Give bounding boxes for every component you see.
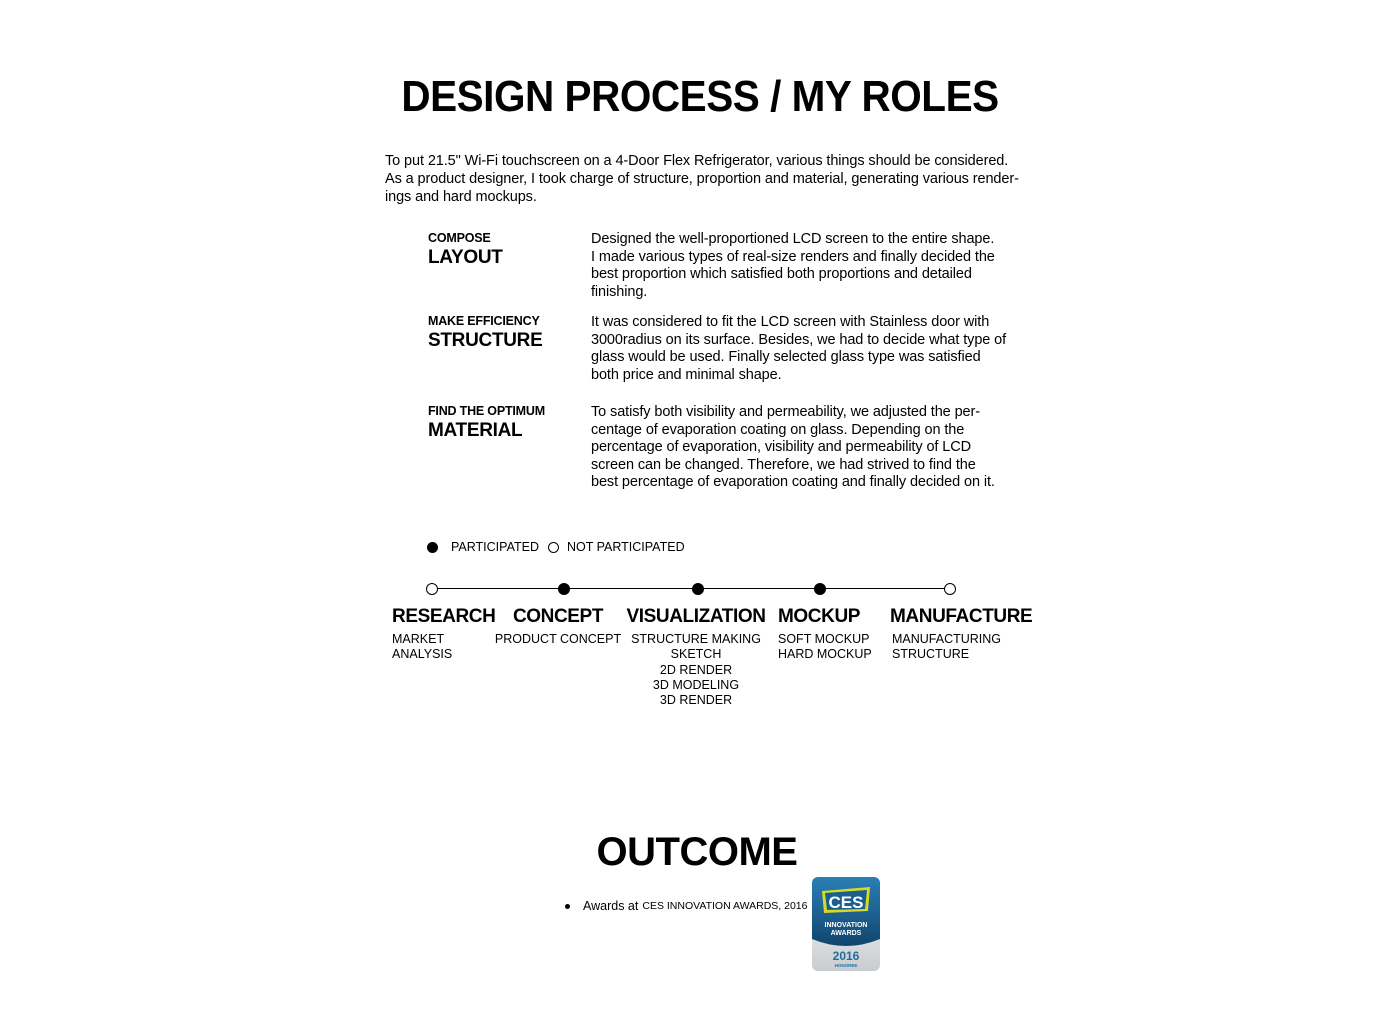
description-line: best proportion which satisfied both proportions and detailed: [591, 266, 972, 283]
phase-item: SKETCH: [670, 647, 722, 662]
description-line: both price and minimal shape.: [591, 366, 782, 383]
role-title: MATERIAL: [428, 420, 523, 441]
phase-item: STRUCTURE: [892, 647, 970, 662]
role-kicker: FIND THE OPTIMUM: [428, 404, 545, 418]
role-kicker: MAKE EFFICIENCY: [428, 314, 540, 328]
description-line: screen can be changed. Therefore, we had strived to find the: [591, 456, 976, 473]
phase-item: MARKET: [392, 632, 445, 646]
legend-not-participated-label: NOT PARTICIPATED: [566, 540, 685, 554]
description-line: glass would be used. Finally selected glass type was satisfied: [591, 349, 981, 366]
role-description: [591, 231, 1021, 301]
phase-item: 3D MODELING: [652, 677, 740, 692]
award-list-item: [565, 899, 807, 913]
description-line: It was considered to fit the LCD screen with Stainless door with: [591, 314, 990, 330]
intro-line: To put 21.5" Wi-Fi touchscreen on a 4-Door Flex Refrigerator, various things should be considered.: [385, 153, 1009, 169]
phase-item: MANUFACTURING: [892, 632, 1002, 646]
phase-items: [890, 632, 1032, 663]
phase-item: PRODUCT CONCEPT: [494, 632, 622, 646]
phase-item: SOFT MOCKUP: [778, 632, 870, 646]
intro-paragraph: [385, 152, 1045, 206]
timeline-line: [432, 588, 950, 589]
role-title: STRUCTURE: [428, 330, 543, 351]
filled-circle-icon: [427, 542, 438, 553]
phase-items: [626, 632, 765, 708]
ces-award-badge: [812, 877, 880, 971]
role-description: [591, 314, 1021, 384]
role-kicker: COMPOSE: [428, 231, 491, 245]
phase-items: [392, 632, 495, 663]
description-line: best percentage of evaporation coating and finally decided on it.: [591, 474, 995, 491]
phase-name: MOCKUP: [778, 606, 861, 627]
role-title: LAYOUT: [428, 247, 503, 268]
phase-name: RESEARCH: [392, 606, 496, 627]
badge-line2: AWARDS: [830, 930, 862, 937]
phase-research: [392, 606, 495, 663]
timeline-node-mockup: [814, 583, 826, 595]
phase-item: 3D RENDER: [659, 693, 733, 708]
description-line: Designed the well-proportioned LCD screen to the entire shape.: [591, 231, 995, 247]
award-prefix: Awards at: [583, 899, 639, 913]
role-description: [591, 404, 1021, 492]
badge-honoree: HONOREE: [834, 963, 858, 968]
phase-concept: [495, 606, 621, 647]
phase-item: STRUCTURE MAKING: [631, 632, 761, 646]
legend-participated-label: PARTICIPATED: [451, 540, 539, 554]
description-line: finishing.: [591, 283, 648, 300]
timeline-node-concept: [558, 583, 570, 595]
phase-item: ANALYSIS: [392, 647, 453, 662]
phase-mockup: [778, 606, 872, 663]
description-line: I made various types of real-size renders and finally decided the: [591, 248, 995, 265]
intro-line: ings and hard mockups.: [385, 189, 537, 205]
badge-brand: CES: [828, 893, 864, 912]
badge-line1: INNOVATION: [824, 922, 868, 929]
empty-circle-icon: [548, 542, 559, 553]
timeline-node-visualization: [692, 583, 704, 595]
description-line: centage of evaporation coating on glass. Depending on the: [591, 421, 965, 438]
badge-year: 2016: [832, 949, 860, 963]
description-line: 3000radius on its surface. Besides, we had to decide what type of: [591, 331, 1007, 348]
phase-manufacture: [890, 606, 1032, 663]
intro-line: As a product designer, I took charge of structure, proportion and material, generating various render-: [385, 171, 1019, 187]
participation-legend: [427, 540, 685, 554]
phase-item: HARD MOCKUP: [778, 647, 872, 662]
phase-items: [778, 632, 872, 663]
page-title: DESIGN PROCESS / MY ROLES: [401, 72, 999, 121]
phase-visualization: [626, 606, 765, 708]
description-line: To satisfy both visibility and permeability, we adjusted the per-: [591, 404, 980, 420]
phase-item: 2D RENDER: [659, 662, 733, 677]
bullet-icon: [565, 904, 570, 909]
phase-items: [495, 632, 621, 647]
outcome-title: OUTCOME: [596, 830, 798, 874]
phase-name: MANUFACTURE: [890, 606, 1033, 627]
timeline-node-research: [426, 583, 438, 595]
description-line: percentage of evaporation, visibility and permeability of LCD: [591, 439, 971, 456]
phase-name: CONCEPT: [512, 606, 604, 627]
award-name: CES INNOVATION AWARDS, 2016: [642, 900, 808, 912]
phase-name: VISUALIZATION: [626, 606, 766, 627]
timeline-node-manufacture: [944, 583, 956, 595]
